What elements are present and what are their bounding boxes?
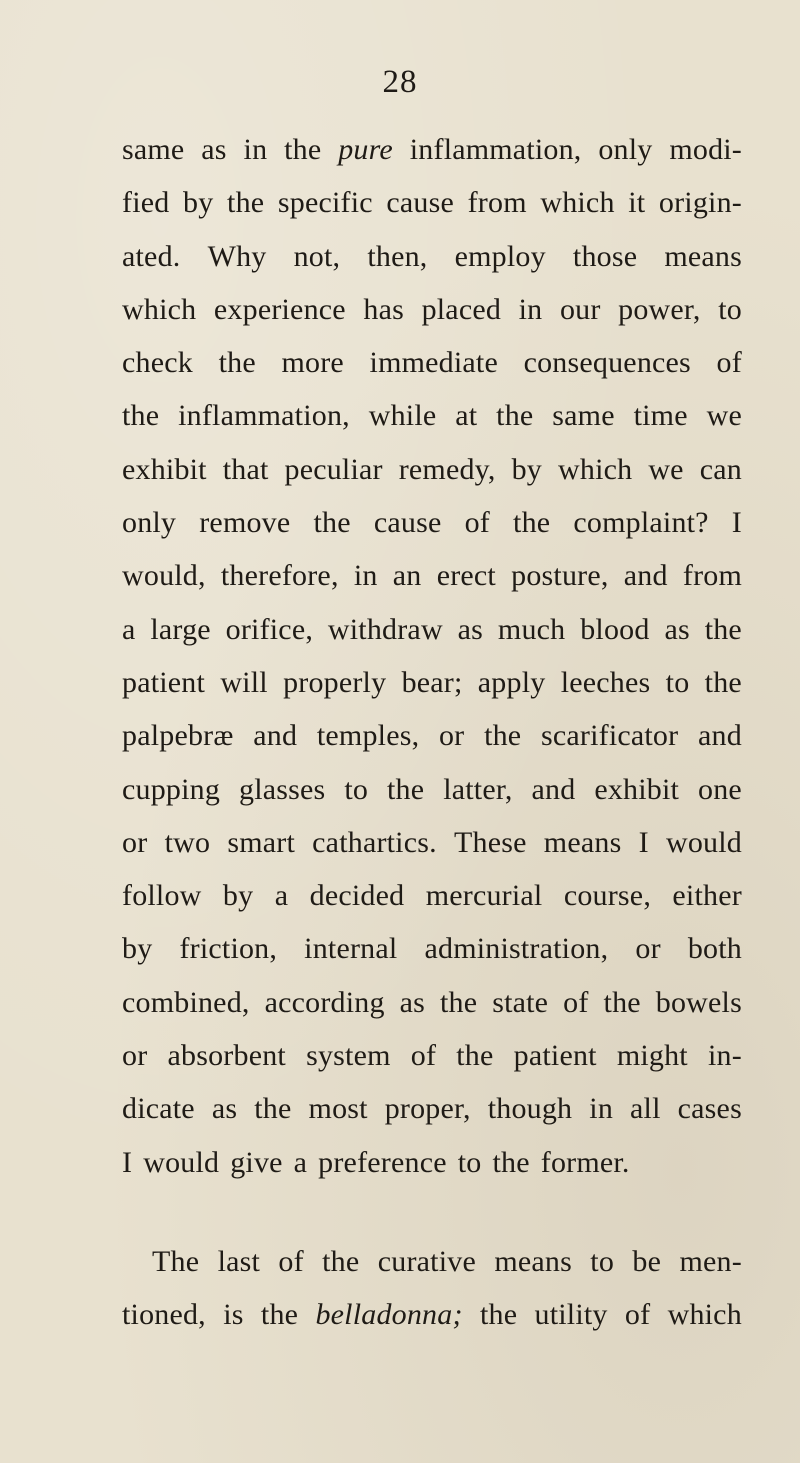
word: palpebræ	[122, 719, 234, 753]
word: smart	[227, 825, 295, 859]
italic-word: pure	[338, 133, 393, 166]
word: at	[455, 399, 478, 433]
body-text	[122, 123, 742, 1342]
word: in	[589, 1092, 614, 1126]
word: fied	[122, 186, 170, 220]
word: same	[552, 399, 615, 433]
word: cases	[677, 1092, 742, 1126]
word: of	[410, 1039, 437, 1073]
word: from	[682, 559, 742, 593]
word: by	[511, 452, 543, 486]
word: friction,	[179, 932, 278, 966]
word: patient	[122, 665, 206, 699]
word: might	[616, 1039, 688, 1073]
word: we	[706, 399, 742, 433]
word: cause	[373, 506, 442, 540]
word: in-	[707, 1039, 742, 1073]
word: that	[222, 452, 269, 486]
text-line	[122, 816, 742, 869]
text-line	[122, 389, 742, 442]
word: withdraw	[327, 612, 443, 646]
paragraph-gap	[122, 1189, 742, 1235]
word: the	[122, 399, 160, 433]
paragraph	[122, 123, 742, 1189]
word: an	[392, 559, 422, 593]
text-line	[122, 336, 742, 389]
word: which	[558, 452, 633, 486]
word: employ	[454, 239, 546, 273]
word: only	[598, 133, 653, 166]
word: time	[633, 399, 688, 433]
word: to	[665, 665, 690, 699]
text-line	[122, 443, 742, 496]
text-line	[122, 283, 742, 336]
word: as	[201, 133, 227, 166]
word: exhibit	[594, 772, 680, 806]
word: our	[559, 292, 601, 326]
word: the	[603, 985, 641, 1019]
word: blood	[580, 612, 650, 646]
word: can	[699, 452, 742, 486]
word: which	[540, 186, 615, 220]
word: dicate	[122, 1092, 195, 1126]
word: the	[456, 1039, 494, 1073]
word: would	[143, 1145, 220, 1179]
word: origin-	[658, 186, 742, 220]
word: by	[222, 879, 254, 913]
word: of	[716, 346, 742, 380]
word: two	[164, 825, 211, 859]
word: the	[704, 612, 742, 646]
word: placed	[421, 292, 502, 326]
text-line	[122, 176, 742, 229]
word: much	[497, 612, 566, 646]
word: glasses	[239, 772, 326, 806]
word: those	[572, 239, 638, 273]
word: course,	[563, 879, 652, 913]
word: bear;	[401, 665, 463, 699]
text-line	[122, 603, 742, 656]
text-line	[122, 656, 742, 709]
text-line	[122, 709, 742, 762]
word: inflammation,	[409, 133, 582, 166]
word: the	[322, 1244, 360, 1278]
word: most	[308, 1092, 368, 1126]
word: or	[122, 1039, 148, 1073]
word: to	[344, 772, 369, 806]
word: temples,	[316, 719, 420, 753]
word: modi-	[669, 133, 742, 166]
word: either	[672, 879, 742, 913]
word: from	[467, 186, 527, 220]
word: means	[664, 239, 742, 273]
word: and	[698, 719, 742, 753]
word: tioned,	[122, 1298, 206, 1332]
word: inflammation,	[178, 399, 350, 433]
word: the	[227, 186, 265, 220]
word: according	[264, 985, 385, 1019]
word: all	[630, 1092, 661, 1126]
word: curative	[377, 1244, 476, 1278]
word: scarificator	[541, 719, 679, 753]
word: the	[254, 1092, 292, 1126]
word: immediate	[369, 346, 498, 380]
word: same	[122, 133, 185, 166]
text-line	[122, 922, 742, 975]
word: Why	[207, 239, 267, 273]
word: cause	[386, 186, 455, 220]
word: the	[513, 506, 551, 540]
word: apply	[477, 665, 546, 699]
word: power,	[618, 292, 701, 326]
text-line	[122, 869, 742, 922]
word: give	[230, 1145, 283, 1179]
text-line	[122, 123, 742, 176]
word: state	[492, 985, 549, 1019]
word: I	[638, 825, 649, 859]
word: by	[122, 932, 153, 966]
word: ated.	[122, 239, 181, 273]
word: in	[243, 133, 268, 166]
word: the	[484, 719, 522, 753]
word: decided	[309, 879, 405, 913]
word: system	[306, 1039, 391, 1073]
word: in	[518, 292, 543, 326]
word: has	[363, 292, 404, 326]
word: therefore,	[220, 559, 339, 593]
word: or	[438, 719, 465, 753]
word: of	[464, 506, 490, 540]
word: former.	[540, 1145, 630, 1179]
text-line	[122, 549, 742, 602]
word: will	[220, 665, 268, 699]
word: though	[487, 1092, 573, 1126]
word: and	[531, 772, 576, 806]
word: cathartics.	[312, 825, 437, 859]
word: then,	[367, 239, 428, 273]
text-line	[122, 763, 742, 816]
word: the	[704, 665, 742, 699]
word: and	[253, 719, 298, 753]
text-line	[122, 1029, 742, 1082]
word: men-	[679, 1244, 742, 1278]
word: remedy,	[398, 452, 496, 486]
word: posture,	[511, 559, 609, 593]
word: which	[122, 292, 197, 326]
word: both	[687, 932, 742, 966]
word: complaint?	[573, 506, 709, 540]
word: in	[353, 559, 378, 593]
text-line	[122, 976, 742, 1029]
word: proper,	[384, 1092, 471, 1126]
word: a	[274, 879, 289, 913]
word: absorbent	[167, 1039, 286, 1073]
word: preference	[318, 1145, 447, 1179]
word: follow	[122, 879, 202, 913]
word: not,	[293, 239, 341, 273]
word: specific	[277, 186, 373, 220]
word: internal	[304, 932, 398, 966]
word: cupping	[122, 772, 221, 806]
text-line	[122, 230, 742, 283]
word: the	[218, 346, 256, 380]
word: it	[628, 186, 646, 220]
word: is	[223, 1298, 244, 1332]
word: as	[211, 1092, 238, 1126]
word: check	[122, 346, 193, 380]
word: while	[368, 399, 437, 433]
text-line	[122, 1082, 742, 1135]
word: more	[281, 346, 344, 380]
word: one	[698, 772, 742, 806]
text-line	[122, 1235, 742, 1288]
page-number: 28	[382, 64, 418, 100]
paragraph	[122, 1235, 742, 1342]
word: as	[457, 612, 484, 646]
word: only	[122, 506, 177, 540]
word: means	[494, 1244, 572, 1278]
word: the	[492, 1145, 530, 1179]
word: to	[590, 1244, 615, 1278]
word: be	[632, 1244, 662, 1278]
word: to	[718, 292, 742, 326]
word: the	[387, 772, 425, 806]
text-line	[122, 496, 742, 549]
word: properly	[283, 665, 387, 699]
word: These	[453, 825, 527, 859]
word: I	[122, 1145, 133, 1179]
word: leeches	[560, 665, 651, 699]
word: would	[665, 825, 742, 859]
word: which	[667, 1298, 742, 1332]
word: I	[731, 506, 742, 540]
word: consequences	[523, 346, 691, 380]
word: a	[293, 1145, 308, 1179]
word: a	[122, 612, 136, 646]
word: the	[313, 506, 351, 540]
word: remove	[199, 506, 291, 540]
word: the	[284, 133, 322, 166]
word: to	[457, 1145, 482, 1179]
word: mercurial	[425, 879, 543, 913]
word: the	[439, 985, 478, 1019]
word: the	[260, 1298, 299, 1332]
word: last	[217, 1244, 261, 1278]
word: exhibit	[122, 452, 207, 486]
word: and	[623, 559, 668, 593]
word: experience	[213, 292, 346, 326]
text-line	[122, 1288, 742, 1341]
word: bowels	[655, 985, 742, 1019]
italic-word: belladonna;	[315, 1298, 463, 1332]
word: patient	[513, 1039, 597, 1073]
text-line	[122, 1136, 742, 1189]
word: peculiar	[284, 452, 383, 486]
word: of	[624, 1298, 651, 1332]
word: means	[543, 825, 622, 859]
word: combined,	[122, 985, 250, 1019]
word: we	[648, 452, 684, 486]
word: of	[563, 985, 589, 1019]
word: The	[152, 1244, 200, 1278]
word: administration,	[424, 932, 609, 966]
word: latter,	[443, 772, 513, 806]
word: orifice,	[225, 612, 314, 646]
word: as	[664, 612, 690, 646]
word: as	[399, 985, 426, 1019]
word: large	[150, 612, 211, 646]
word: utility	[534, 1298, 608, 1332]
word: of	[278, 1244, 304, 1278]
word: or	[122, 825, 148, 859]
word: the	[479, 1298, 518, 1332]
word: erect	[436, 559, 496, 593]
word: would,	[122, 559, 206, 593]
word: or	[635, 932, 661, 966]
word: the	[496, 399, 534, 433]
word: by	[183, 186, 214, 220]
